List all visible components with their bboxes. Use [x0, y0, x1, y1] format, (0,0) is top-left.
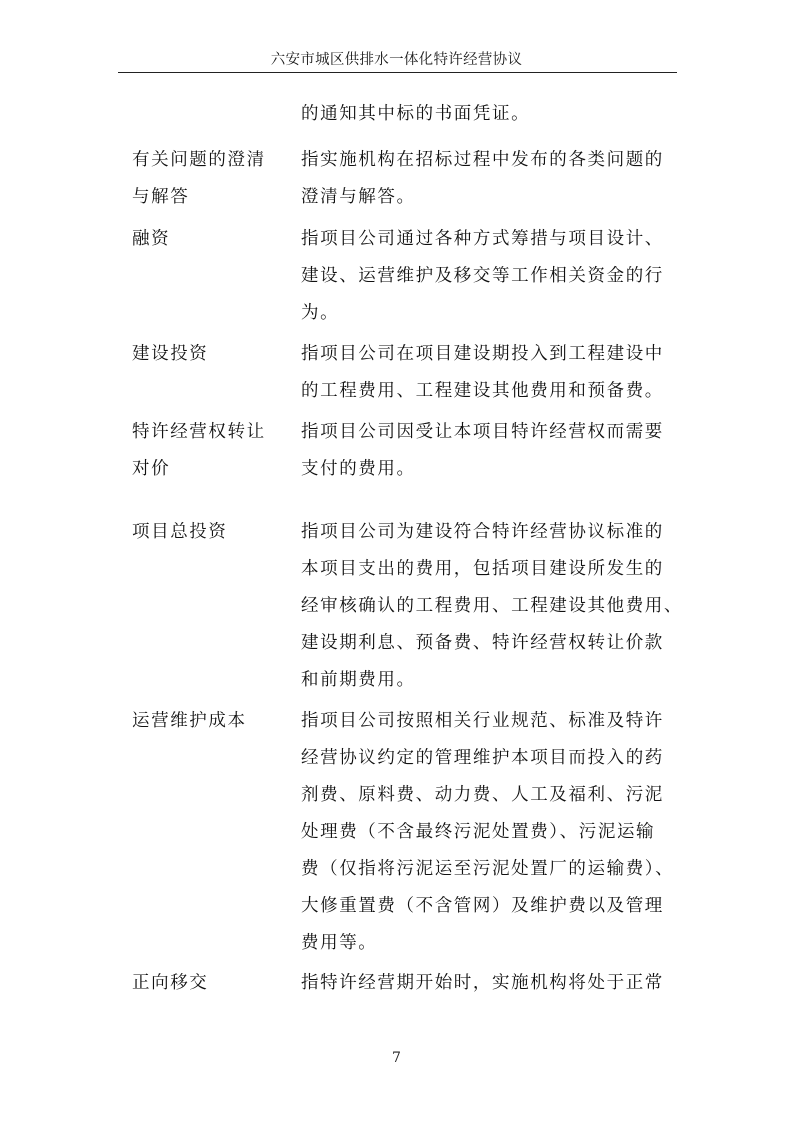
definition-line: 和前期费用。 — [301, 670, 416, 690]
definition-line: 指项目公司为建设符合特许经营协议标准的 — [301, 522, 664, 542]
term-line: 融资 — [132, 229, 171, 249]
definition-line: 剂费、原料费、动力费、人工及福利、污泥 — [301, 785, 664, 805]
term-line: 有关问题的澄清 — [132, 150, 266, 170]
definition-line: 澄清与解答。 — [301, 187, 416, 207]
term-label — [132, 142, 282, 216]
term-definition — [301, 965, 673, 1002]
header-title: 六安市城区供排水一体化特许经营协议 — [270, 52, 523, 68]
term-label — [132, 221, 282, 258]
definition-line: 指项目公司因受让本项目特许经营权而需要 — [301, 422, 664, 442]
term-definition — [301, 514, 683, 699]
definition-line: 处理费（不含最终污泥处置费）、污泥运输 — [301, 822, 656, 842]
term-label — [132, 336, 282, 373]
definition-line: 指项目公司通过各种方式筹措与项目设计、 — [301, 229, 664, 249]
definition-line: 支付的费用。 — [301, 459, 416, 479]
definition-line: 指项目公司按照相关行业规范、标准及特许 — [301, 711, 664, 731]
term-definition — [301, 142, 673, 216]
definition-line: 本项目支出的费用，包括项目建设所发生的 — [301, 559, 664, 579]
definition-line: 经审核确认的工程费用、工程建设其他费用、 — [301, 596, 683, 616]
definition-line: 经营协议约定的管理维护本项目而投入的药 — [301, 748, 664, 768]
term-line: 项目总投资 — [132, 522, 228, 542]
definition-line: 指项目公司在项目建设期投入到工程建设中 — [301, 344, 664, 364]
term-definition — [301, 703, 673, 962]
definition-line: 费用等。 — [301, 933, 378, 953]
definition-line: 费（仅指将污泥运至污泥处置厂的运输费）、 — [301, 859, 675, 879]
term-label — [132, 965, 282, 1002]
term-label — [132, 414, 282, 488]
term-line: 建设投资 — [132, 344, 209, 364]
term-definition — [301, 336, 673, 410]
definition-line: 大修重置费（不含管网）及维护费以及管理 — [301, 896, 664, 916]
definition-line: 指特许经营期开始时，实施机构将处于正常 — [301, 973, 664, 993]
definition-line: 的通知其中标的书面凭证。 — [301, 104, 531, 124]
term-line: 正向移交 — [132, 973, 209, 993]
term-label — [132, 514, 282, 551]
continuation-text — [301, 96, 673, 133]
definition-line: 的工程费用、工程建设其他费用和预备费。 — [301, 381, 664, 401]
term-line: 运营维护成本 — [132, 711, 247, 731]
term-definition — [301, 221, 673, 332]
term-line: 对价 — [132, 459, 171, 479]
term-line: 特许经营权转让 — [132, 422, 266, 442]
term-definition — [301, 414, 673, 488]
definition-line: 指实施机构在招标过程中发布的各类问题的 — [301, 150, 664, 170]
definition-line: 建设、运营维护及移交等工作相关资金的行 — [301, 266, 664, 286]
term-line: 与解答 — [132, 187, 190, 207]
page-number: 7 — [392, 1050, 401, 1066]
definition-line: 建设期利息、预备费、特许经营权转让价款 — [301, 633, 664, 653]
term-label — [132, 703, 282, 740]
definition-line: 为。 — [301, 303, 340, 323]
